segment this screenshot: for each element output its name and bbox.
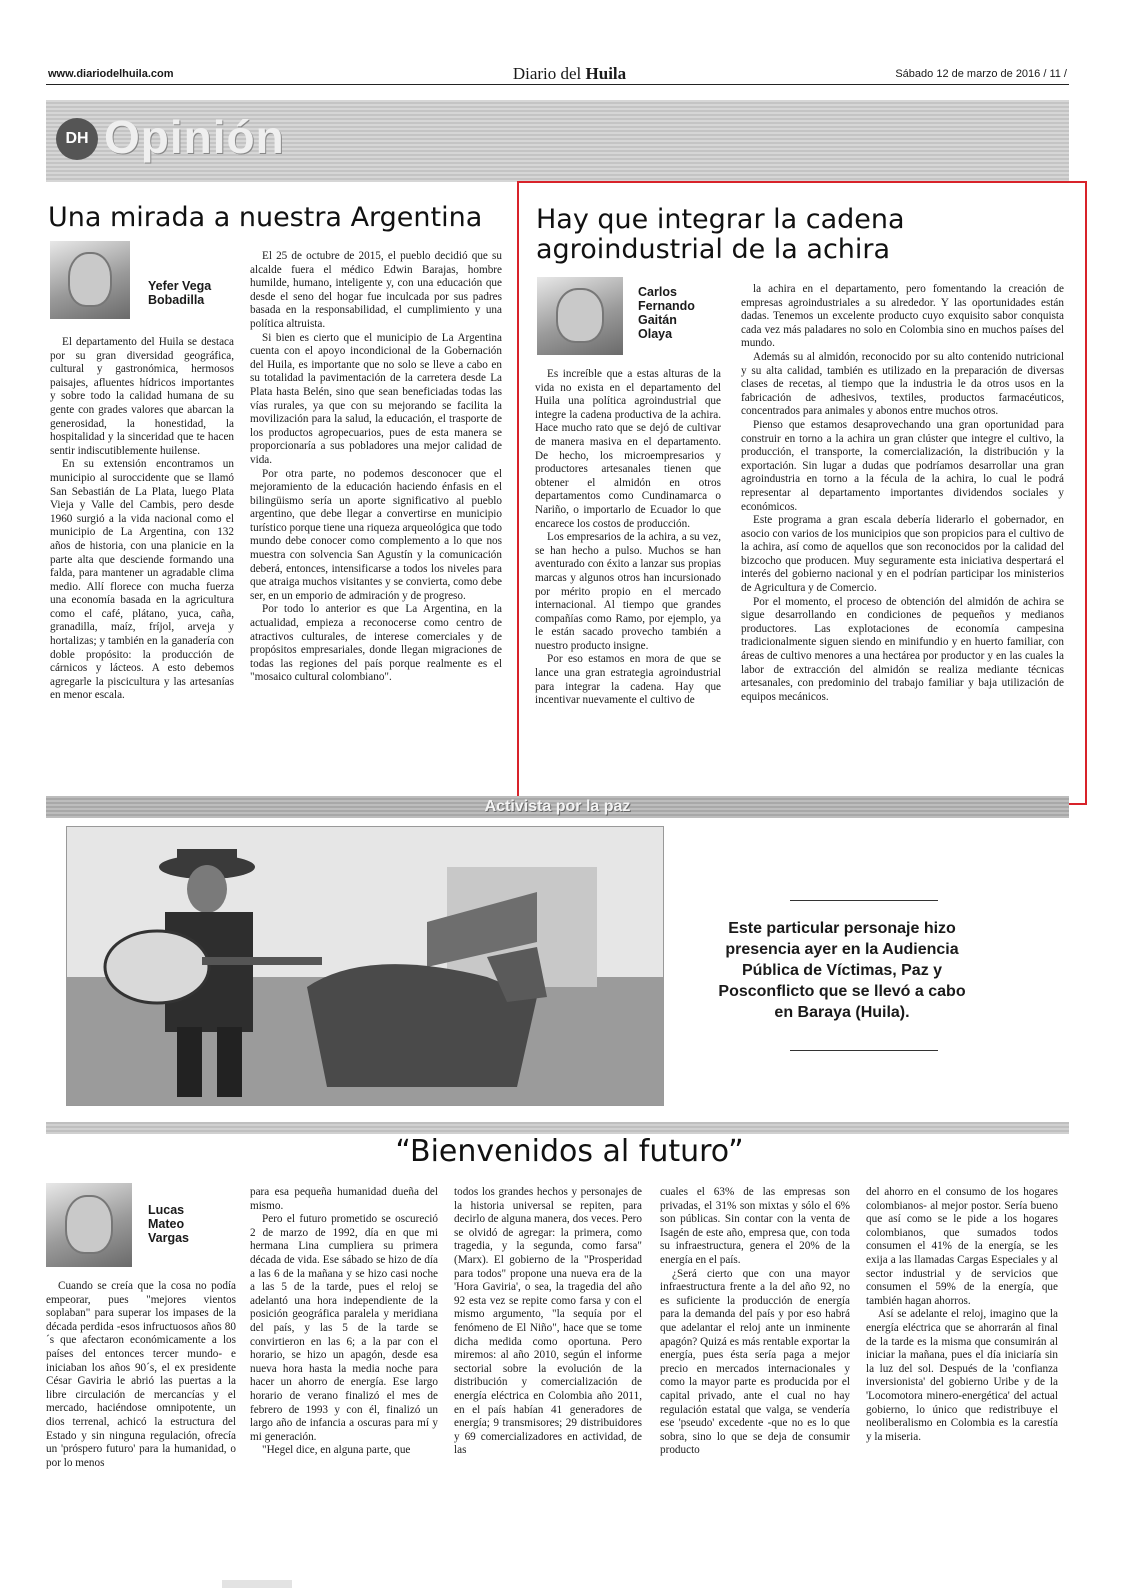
bottom-scan-mark (222, 1580, 292, 1588)
article3-column-2: para esa pequeña humanidad dueña del mismo. Pero el futuro prometido se oscureció 2 de marzo de 1992, día en que mi hermana Lina cumpliera su primera década de vida. Ese sábado se hizo de día a las 6 de la mañana y se hizo casi noche a las 5 de la tarde, pues el reloj se adelantó una hora independiente de la posición geográfica paralela y meridiana del país, y las 5 de la tarde se convirtieron en las 6; a la par con el horario, se hizo un apagón, desde esa nueva hora hasta la media noche para hacer un ahorro de energía. Ese largo horario de verano finalizó el mes de febrero de 1993 y con él, finalizó un largo año de infancia a oscuras para mí y mi generación. "Hegel dice, en alguna parte, que (250, 1186, 438, 1457)
article3-column-4: cuales el 63% de las empresas son privadas, el 31% son mixtas y sólo el 6% son públicas. Sin contar con la venta de Isagén de este año, empresa que, con toda su infraestructura, genera el 20% de la energía en el país. ¿Será cierto que con una mayor infraestructura frente a la del año 92, no es suficiente la producción de energía para la demanda del país y por eso habrá que adelantar el reloj ante un inminente apagón? Quizá es más rentable exportar la energía, pues ésta sería paga a mejor precio en mercados internacionales y como la mayor parte es producida por el capital privado, ante el cual no hay regulación estatal que valga, se vendería ese 'pseudo' excedente -que no es lo que sobra, sino lo que se deja de consumir producto (660, 1186, 850, 1457)
photo-caption: Este particular personaje hizo presencia ayer en la Audiencia Pública de Víctimas, Paz y Posconflicto que se llevó a cabo en Baraya (Huila). (718, 920, 966, 1021)
article3-column-1: Cuando se creía que la cosa no podía empeorar, pues "mejores vientos soplaban" para superar los impases de la década perdida -esos infructuosos años 80´s que afectaron económicamente a los países del entonces tercer mundo- e iniciaban los años 90´s, el ex presidente César Gaviria le abrió las puertas a la libre circulación de mercancías y el mercado, haciéndose omnipotente, un dios terrenal, achicó la estructura del Estado y sin ninguna regulación, ofrecía un 'próspero futuro' para la humanidad, o por lo menos (46, 1280, 236, 1469)
dh-logo-icon: DH (56, 118, 98, 160)
article3-author: Lucas Mateo Vargas (148, 1203, 190, 1245)
photo-section-banner (46, 796, 1069, 818)
article3-headline: “Bienvenidos al futuro” (395, 1134, 744, 1169)
author-photo-carlos (537, 277, 623, 355)
article2-author: Carlos Fernando Gaitán Olaya (638, 285, 695, 341)
article1-headline: Una mirada a nuestra Argentina (48, 202, 483, 233)
section-divider (46, 1122, 1069, 1134)
photo-section-title: Activista por la paz (484, 798, 631, 815)
article3-column-5: del ahorro en el consumo de los hogares colombianos- al mejor postor. Sería bueno que así como se le pide a los hogares colombianos, que sumados todos consumen el 41% de la energía, se les exija a las llamadas Cargas Especiales y al sector industrial y de servicios que consumen el 59% de la energía, que también hagan ahorros. Así se adelante el reloj, imagino que la energía eléctrica que se ahorrarán al final de la tarde es la misma que consumirán al iniciar la mañana, pues el día iniciaría sin la luz del sol. Después de la 'confianza inversionista' del gobierno Uribe y de la 'Locomotora minero-energética' del actual gobierno, lo único que redistribuye el neoliberalismo en Colombia es la carestía y la miseria. (866, 1186, 1058, 1443)
section-title: Opinión (104, 111, 285, 163)
site-url: www.diariodelhuila.com (48, 68, 174, 80)
article2-headline: Hay que integrar la cadena agroindustrial de la achira (536, 204, 905, 265)
header-divider (46, 84, 1069, 85)
author-photo-lucas (46, 1183, 132, 1267)
newspaper-name: Diario del Huila (512, 64, 627, 83)
article1-column-1: El departamento del Huila se destaca por su gran diversidad geográfica, cultural y gastronómica, hermosos paisajes, afluentes hídricos importantes y sobre todo la calidad humana de su gente con grades valores que abarcan la generosidad, la honestidad, la hospitalidad y la sinceridad que te hacen sentir indiscutiblemente huilense. En su extensión encontramos un municipio al suroccidente que se llamó San Sebastián de La Plata, luego Plata Vieja y Valle del Cambis, pero desde 1960 surgió a la vida nacional como el municipio de La Argentina, con 132 años de historia, con una planicie en la parte alta que desciende formando una falda, para mantener un agradable clima medio. Allí florece con mucha fuerza una economía basada en la agricultura como el café, plátano, yuca, caña, granadilla, maíz, fríjol, arveja y hortalizas; y también en la ganadería con doble propósito: la producción de cárnicos y lácteos. A esto debemos agregarle la piscicultura y las artesanías en menor escala. (50, 336, 234, 702)
activist-photo-illustration (67, 827, 664, 1106)
caption-top-rule (790, 900, 938, 901)
opinion-section-banner (46, 100, 1069, 182)
article3-column-3: todos los grandes hechos y personajes de la historia universal se repiten, para decirlo de alguna manera, dos veces. Pero se olvidó de agregar: la primera, como tragedia, y la segunda, como farsa" (Marx). El gobierno de la "Prosperidad para todos" propone una nueva era de la 'Hora Gaviria', o sea, la tragedia del año 92 esta vez se repite como farsa y con el mismo argumento, "la sequía por el fenómeno de El Niño", hace que se tome dicha medida como oportuna. Pero miremos: al año 2010, según el informe sectorial sobre la evolución de la distribución y comercialización de energía eléctrica en Colombia año 2011, en el país habían 41 generadores de energía; 9 transmisores; 29 distribuidores y 69 comercializadores en actividad, de las (454, 1186, 642, 1457)
article1-author: Yefer Vega Bobadilla (148, 279, 212, 307)
article1-column-2: El 25 de octubre de 2015, el pueblo decidió que su alcalde fuera el médico Edwin Barajas, hombre humilde, humano, inteligente y, con una educación que desde el seno del hogar fue inculcada por sus padres basada en la responsabilidad, el cumplimiento y una política altruista. Si bien es cierto que el municipio de La Argentina cuenta con el apoyo incondicional de la Gobernación del Huila, es importante que no solo se lleve a cabo en su totalidad la pavimentación de la carretera desde La Plata hasta Belén, sino que sean beneficiadas todas las vías rurales, ya que con su mejorando se facilita la movilización para la salud, la educación, el trasporte de los productos agropecuarios, pues de esta manera se proporcionaría a sus pobladores una mejor calidad de vida. Por otra parte, no podemos desconocer que el mejoramiento de la educación haciendo énfasis en el bilingüismo sería un aporte significativo al pueblo argentino, que debe llegar a convertirse en municipio turístico porque tiene una riqueza arqueológica que todo mundo debe conocer como complemento a lo que nos muestra con solvencia San Agustín y la comunicación deberá, entonces, intensificarse a todos los niveles para que atraiga muchos visitantes y se convierta, como debe ser, en un emporio de admiración y de progreso. Por todo lo anterior es que La Argentina, en la actualidad, empieza a reconocerse como centro de atractivos culturales, de interese comerciales y de propósitos empresariales, donde llegan migraciones de todas las regiones del país porque realmente es el "mosaico cultural colombiano". (250, 250, 502, 684)
activist-photo (66, 826, 664, 1106)
author-photo-yefer (50, 241, 130, 319)
date-page-number: Sábado 12 de marzo de 2016 / 11 / (895, 68, 1067, 80)
article2-column-1: Es increíble que a estas alturas de la vida no exista en el departamento del Huila una política agroindustrial que integre la cadena productiva de la achira. Hace mucho rato que se dejó de cultivar de manera masiva en el departamento. De hecho, los microempresarios y productores artesanales tienen que obtener el almidón en otros departamentos como Cundinamarca o Nariño, o importarlo de Ecuador lo que encarece los costos de producción. Los empresarios de la achira, a su vez, se han hecho a pulso. Muchos se han aventurado con éxito a lanzar sus propias marcas y algunos otros han incursionado por mérito propio en el mercado internacional. Al tiempo que grandes compañías como Ramo, por ejemplo, ya le están sacado provecho también a nuestro producto insigne. Por eso estamos en mora de que se lance una gran estrategia agroindustrial para integrar la cadena. Hay que incentivar nuevamente el cultivo de (535, 368, 721, 707)
caption-bottom-rule (790, 1050, 938, 1051)
article2-column-2: la achira en el departamento, pero fomentando la creación de empresas agroindustriales a su alrededor. Y las oportunidades están dadas. Tenemos un excelente producto cuyo exquisito sabor conquista cada vez más paladares no solo en Colombia sino en muchos países del mundo. Además su al almidón, reconocido por su alto contenido nutricional y su alta calidad, también es utilizado en la preparación de diversas clases de recetas, al tiempo que la industria le da otros usos en la fabricación de adhesivos, textiles, productos farmacéuticos, concentrados para animales y abonos entre muchos otros. Pienso que estamos desaprovechando una gran oportunidad para construir en torno a la achira un gran clúster que integre el cultivo, la producción, el transporte, la comercialización, la distribución y la exportación. Sin lugar a dudas que podríamos desarrollar una gran agroindustria en torno a la fécula de la achira, lo cual le podrá representar al departamento importantes dividendos sociales y económicos. Este programa a gran escala debería liderarlo el gobernador, en asocio con varios de los municipios que son propicios para el cultivo de la achira, así como de aquellos que son reconocidos por la calidad del bizcocho que producen. Muy seguramente esta iniciativa despertará el interés del gobierno nacional y en el podrían participar los ministerios de Agricultura y de Comercio. Por el momento, el proceso de obtención del almidón de achira se sigue desarrollando en condiciones de pequeños y medianos productores. Las explotaciones de economía campesina tradicionalmente siguen siendo en minifundio y en huerto familiar, con áreas de cultivo menores a una hectárea por productor y en las cuales la labor de extracción del almidón se realiza mediante técnicas artesanales, con predominio del trabajo familiar y baja utilización de equipos mecánicos. (741, 283, 1064, 703)
